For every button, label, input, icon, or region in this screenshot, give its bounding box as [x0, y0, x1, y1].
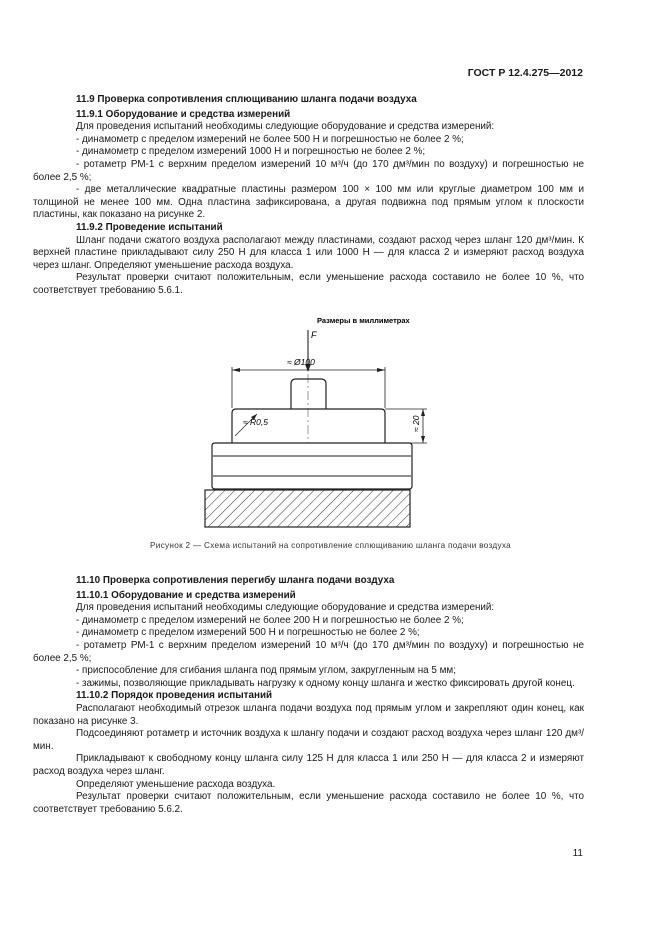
- paragraph: Прикладывают к свободному концу шланга силу 125 Н для класса 1 или 250 Н — для класса 2 и измеряют расход воздуха через шланг.: [33, 753, 584, 777]
- paragraph: Для проведения испытаний необходимы следующие оборудование и средства измерений:: [76, 121, 495, 133]
- page-number: 11: [572, 848, 583, 859]
- dimensions-note: Размеры в миллиметрах: [317, 316, 410, 325]
- subsection-title: 11.10.2 Порядок проведения испытаний: [76, 690, 273, 702]
- list-item: - ротаметр РМ-1 с верхним пределом измерений 10 м³/ч (до 170 дм³/мин по воздуху) и погрешностью не более 2,5 %;: [33, 158, 584, 183]
- lower-fixed-plate: [205, 490, 410, 527]
- list-item: - динамометр с пределом измерений 500 Н и погрешностью не более 2 %;: [76, 627, 420, 639]
- section-11-9: [33, 94, 584, 298]
- air-hose: [212, 443, 412, 489]
- test-scheme-figure: [195, 312, 435, 534]
- list-item: - зажимы, позволяющие прикладывать нагрузку к одному концу шланга и жестко фиксировать другой конец.: [76, 677, 575, 689]
- section-11-10: [33, 575, 584, 816]
- paragraph: Для проведения испытаний необходимы следующие оборудование и средства измерений:: [76, 602, 495, 614]
- list-item: - две металлические квадратные пластины размером 100 × 100 мм или круглые диаметром 100 мм и толщиной не менее 100 мм. Одна пластина зафиксирована, а другая подвижна под прямым углом к плоскости пластины, как показано на рисунке 2.: [33, 184, 584, 221]
- figure-caption: Рисунок 2 — Схема испытаний на сопротивление сплющиванию шланга подачи воздуха: [149, 541, 512, 550]
- paragraph: Определяют уменьшение расхода воздуха.: [76, 778, 276, 790]
- paragraph: Располагают необходимый отрезок шланга подачи воздуха под прямым углом и закрепляют один конец, как показано на рисунке 3.: [33, 702, 584, 727]
- paragraph: Результат проверки считают положительным, если уменьшение расхода составило не более 10 %, что соответствует требованию 5.6.1.: [33, 272, 584, 296]
- paragraph: Результат проверки считают положительным, если уменьшение расхода составило не более 10 %, что соответствует требованию 5.6.2.: [33, 791, 584, 815]
- document-code: ГОСТ Р 12.4.275—2012: [467, 67, 583, 79]
- paragraph: Подсоединяют ротаметр и источник воздуха к шлангу подачи и создают расход воздуха через шланг 120 дм³/мин.: [33, 728, 584, 752]
- pressing-stem: [291, 379, 326, 410]
- radius-label: ≈ R0,5: [243, 417, 268, 427]
- force-label: F: [311, 330, 317, 340]
- paragraph: Шланг подачи сжатого воздуха располагают между пластинами, создают расход через шланг 120 дм³/мин. К верхней пластине прикладывают силу 250 Н для класса 1 или 1000 Н — для класса 2 и измеряют расход воздуха через шланг. Определяют уменьшение расхода воздуха.: [33, 234, 584, 271]
- list-item: - ротаметр РМ-1 с верхним пределом измерений 10 м³/ч (до 170 дм³/мин по воздуху) и погрешностью не более 2,5 %;: [33, 639, 584, 664]
- section-title: 11.10 Проверка сопротивления перегибу шланга подачи воздуха: [76, 575, 395, 586]
- section-title: 11.9 Проверка сопротивления сплющиванию шланга подачи воздуха: [76, 94, 417, 105]
- diameter-label: ≈ Ø100: [287, 357, 315, 367]
- subsection-title: 11.9.1 Оборудование и средства измерений: [76, 108, 291, 120]
- list-item: - приспособление для сгибания шланга под прямым углом, закругленным на 5 мм;: [76, 665, 456, 677]
- list-item: - динамометр с пределом измерений не более 200 Н и погрешностью не более 2 %;: [76, 614, 464, 626]
- list-item: - динамометр с пределом измерений не более 500 Н и погрешностью не более 2 %;: [76, 133, 464, 145]
- height-label: ≈ 20: [411, 415, 421, 432]
- subsection-title: 11.10.1 Оборудование и средства измерений: [76, 589, 296, 601]
- list-item: - динамометр с пределом измерений 1000 Н и погрешностью не более 2 %;: [76, 146, 426, 158]
- subsection-title: 11.9.2 Проведение испытаний: [76, 221, 223, 233]
